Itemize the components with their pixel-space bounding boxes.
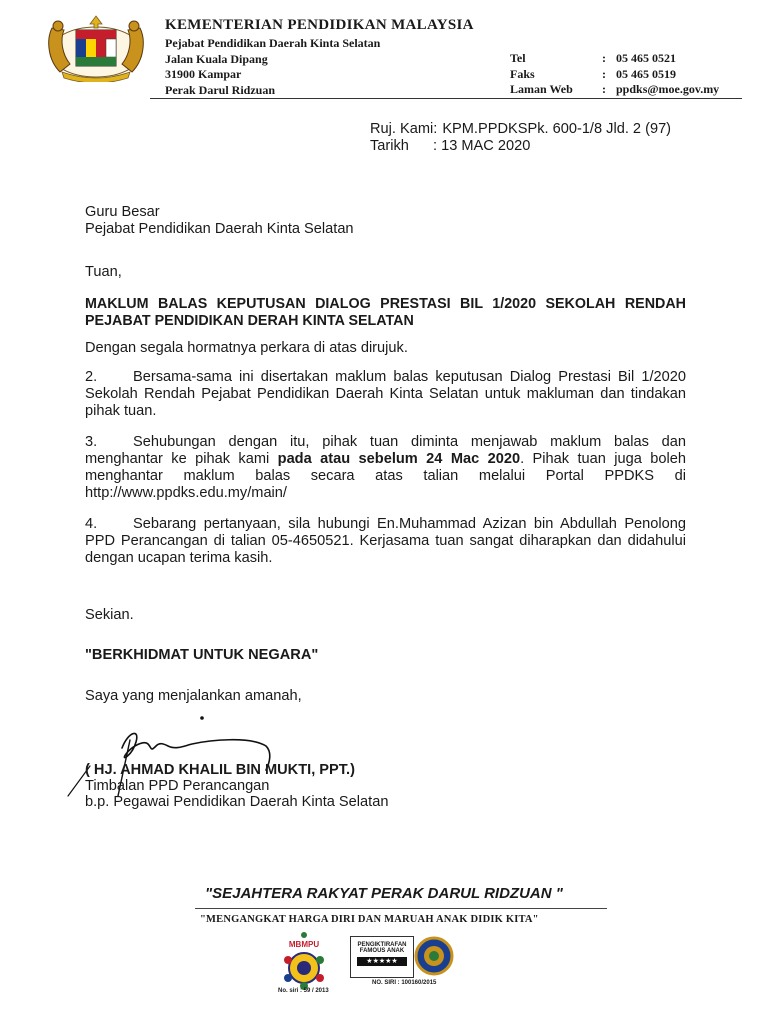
mbmpu-serial: No. siri : 59 / 2013 xyxy=(278,988,329,994)
contact-sep: : xyxy=(602,51,606,65)
office-address xyxy=(165,36,380,98)
cert-seal-icon xyxy=(414,936,454,976)
footer-slogan: "SEJAHTERA RAKYAT PERAK DARUL RIDZUAN " xyxy=(205,885,563,902)
signatory-behalf: b.p. Pegawai Pendidikan Daerah Kinta Selatan xyxy=(85,794,389,810)
footer-tagline: "MENGANGKAT HARGA DIRI DAN MARUAH ANAK DIDIK KITA" xyxy=(200,914,539,925)
footer-divider xyxy=(195,908,607,909)
paragraph-text: Sehubungan dengan itu, pihak tuan diminta menjawab maklum balas dan menghantar ke pihak kami xyxy=(85,434,686,467)
paragraph-number: 3. xyxy=(85,434,98,450)
contact-value: 05 465 0519 xyxy=(616,66,676,81)
contact-row-fax xyxy=(510,67,719,83)
contact-info xyxy=(510,51,719,98)
mbmpu-logo-text: MBMPU xyxy=(288,940,320,949)
paragraph-text: Sebarang pertanyaan, sila hubungi En.Muhammad Azizan bin Abdullah Penolong PPD Perancangan di talian 05-4650521. Kerjasama tuan sangat diharapkan dan didahului dengan ucapan terima kasih. xyxy=(85,516,686,566)
paragraph-3 xyxy=(85,434,686,502)
malaysia-crest-icon xyxy=(40,14,152,82)
address-line: Jalan Kuala Dipang xyxy=(165,51,268,66)
org-name: KEMENTERIAN PENDIDIKAN MALAYSIA xyxy=(165,17,474,33)
address-line: 31900 Kampar xyxy=(165,67,242,81)
letterhead-divider xyxy=(150,98,742,99)
recipient-line: Pejabat Pendidikan Daerah Kinta Selatan xyxy=(85,221,354,237)
date-row xyxy=(370,138,671,155)
cert-serial: NO. SIRI : 100160/2015 xyxy=(372,980,437,986)
contact-label: Faks xyxy=(510,66,535,81)
ref-label: Ruj. Kami: xyxy=(370,121,438,137)
signatory-name: ( HJ. AHMAD KHALIL BIN MUKTI, PPT.) xyxy=(85,762,355,778)
contact-sep: : xyxy=(602,82,606,96)
trust-line: Saya yang menjalankan amanah, xyxy=(85,688,302,704)
contact-label: Laman Web xyxy=(510,82,573,96)
deadline-text: pada atau sebelum 24 Mac 2020 xyxy=(277,451,521,467)
address-line: Perak Darul Ridzuan xyxy=(165,82,276,97)
paragraph-text: Bersama-sama ini disertakan maklum balas keputusan Dialog Prestasi Bil 1/2020 Sekolah Rendah Pejabat Pendidikan Daerah Kinta Selatan untuk makluman dan tindakan pihak tuan. xyxy=(85,369,686,419)
reference-block xyxy=(370,121,671,155)
contact-value: ppdks@moe.gov.my xyxy=(616,82,720,96)
ref-value: KPM.PPDKSPk. 600-1/8 Jld. 2 (97) xyxy=(442,121,672,137)
ref-row xyxy=(370,121,671,138)
date-value: : 13 MAC 2020 xyxy=(433,138,531,154)
salutation: Tuan, xyxy=(85,264,122,280)
cert-stars: ★★★★★ xyxy=(357,957,407,966)
recipient-block xyxy=(85,204,354,238)
cert-label: FAMOUS ANAK xyxy=(359,948,405,954)
paragraph-2 xyxy=(85,369,686,420)
closing: Sekian. xyxy=(85,607,134,623)
paragraph-number: 2. xyxy=(85,369,98,385)
cert-label: PENGIKTIRAFAN xyxy=(357,942,407,948)
letter-subject: MAKLUM BALAS KEPUTUSAN DIALOG PRESTASI BIL 1/2020 SEKOLAH RENDAH PEJABAT PENDIDIKAN DERAH KINTA SELATAN xyxy=(85,296,686,329)
contact-label: Tel xyxy=(510,51,526,65)
signatory-title: Timbalan PPD Perancangan xyxy=(85,778,270,794)
recipient-line: Guru Besar xyxy=(85,204,160,220)
contact-value: 05 465 0521 xyxy=(616,51,676,65)
address-line: Pejabat Pendidikan Daerah Kinta Selatan xyxy=(165,36,381,50)
mbmpu-emblem-icon xyxy=(274,930,334,992)
mbmpu-logo xyxy=(274,930,334,1000)
paragraph-4 xyxy=(85,516,686,567)
contact-row-web xyxy=(510,82,719,98)
date-label: Tarikh xyxy=(370,138,409,154)
paragraph-text: . Pihak tuan juga boleh menghantar maklum balas secara atas talian melalui Portal PPDKS di http://www.ppdks.edu.my/main/ xyxy=(85,451,687,501)
contact-sep: : xyxy=(602,66,606,81)
cert-badge xyxy=(350,936,414,978)
motto: "BERKHIDMAT UNTUK NEGARA" xyxy=(85,647,319,663)
paragraph-number: 4. xyxy=(85,516,98,532)
contact-row-tel xyxy=(510,51,719,67)
opening-line: Dengan segala hormatnya perkara di atas dirujuk. xyxy=(85,340,408,356)
